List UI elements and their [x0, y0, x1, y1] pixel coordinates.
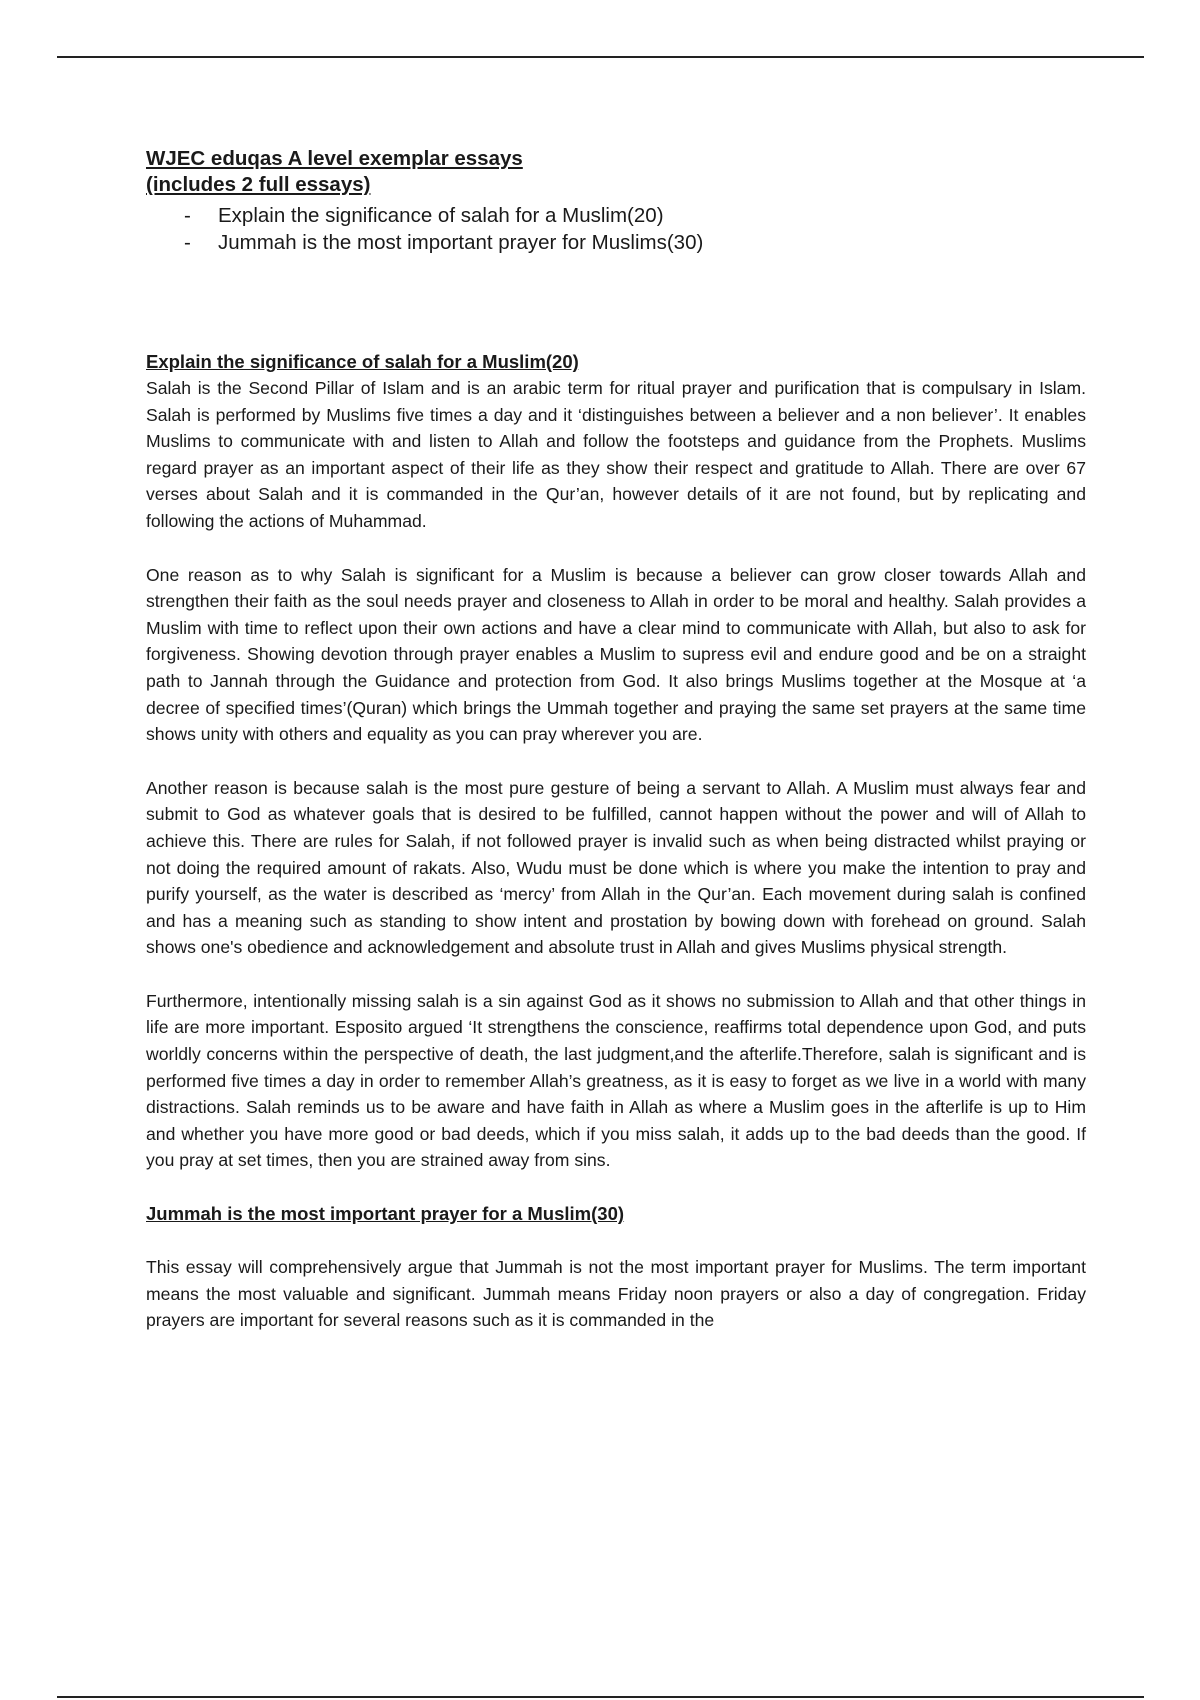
essay-topic-list	[146, 202, 1086, 256]
list-item: - Jummah is the most important prayer for Muslims(30)	[184, 229, 1086, 256]
document-title-line-1: WJEC eduqas A level exemplar essays	[146, 147, 523, 170]
bottom-rule	[57, 1696, 1144, 1698]
document-title	[146, 146, 1086, 198]
top-rule	[57, 56, 1144, 58]
list-item: - Explain the significance of salah for a Muslim(20)	[184, 202, 1086, 229]
section-heading-salah: Explain the significance of salah for a Muslim(20)	[146, 351, 579, 372]
section-spacer	[146, 1174, 1086, 1201]
paragraph: Salah is the Second Pillar of Islam and is an arabic term for ritual prayer and purification that is compulsary in Islam. Salah is performed by Muslims five times a day and it ‘distinguishes between a believer and a non believer’. It enables Muslims to communicate with and listen to Allah and follow the footsteps and guidance from the Prophets. Muslims regard prayer as an important aspect of their life as they show their respect and gratitude to Allah. There are over 67 verses about Salah and it is commanded in the Qur’an, however details of it are not found, but by replicating and following the actions of Muhammad.	[146, 378, 1086, 531]
paragraph: One reason as to why Salah is significant for a Muslim is because a believer can grow closer towards Allah and strengthen their faith as the soul needs prayer and closeness to Allah in order to be moral and healthy. Salah provides a Muslim with time to reflect upon their own actions and have a clear mind to communicate with Allah, but also to ask for forgiveness. Showing devotion through prayer enables a Muslim to supress evil and endure good and be on a straight path to Jannah through the Guidance and protection from God. It also brings Muslims together at the Mosque at ‘a decree of specified times’(Quran) which brings the Ummah together and praying the same set prayers at the same time shows unity with others and equality as you can pray wherever you are.	[146, 564, 1086, 745]
document-body	[146, 146, 1086, 1334]
paragraph: Another reason is because salah is the most pure gesture of being a servant to Allah. A Muslim must always fear and submit to God as whatever goals that is desired to be fulfilled, cannot happen without the power and will of Allah to achieve this. There are rules for Salah, if not followed prayer is invalid such as when being distracted whilst praying or not doing the required amount of rakats. Also, Wudu must be done which is where you make the intention to pray and purify yourself, as the water is described as ‘mercy’ from Allah in the Qur’an. Each movement during salah is confined and has a meaning such as standing to show intent and prostation by bowing down with forehead on ground. Salah shows one's obedience and acknowledgement and absolute trust in Allah and gives Muslims physical strength.	[146, 777, 1086, 958]
paragraph: Furthermore, intentionally missing salah is a sin against God as it shows no submission to Allah and that other things in life are more important. Esposito argued ‘It strengthens the conscience, reaffirms total dependence upon God, and puts worldly concerns within the perspective of death, the last judgment,and the afterlife.Therefore, salah is significant and is performed five times a day in order to remember Allah’s greatness, as it is easy to forget as we live in a world with many distractions. Salah reminds us to be aware and have faith in Allah as where a Muslim goes in the afterlife is up to Him and whether you have more good or bad deeds, which if you miss salah, it adds up to the bad deeds than the good. If you pray at set times, then you are strained away from sins.	[146, 990, 1086, 1171]
document-title-line-2: (includes 2 full essays)	[146, 173, 371, 196]
paragraph: This essay will comprehensively argue that Jummah is not the most important prayer for Muslims. The term important means the most valuable and significant. Jummah means Friday noon prayers or also a day of congregation. Friday prayers are important for several reasons such as it is commanded in the	[146, 1257, 1086, 1331]
section-heading-jummah: Jummah is the most important prayer for a Muslim(30)	[146, 1203, 625, 1225]
section-spacer	[146, 1227, 1086, 1254]
